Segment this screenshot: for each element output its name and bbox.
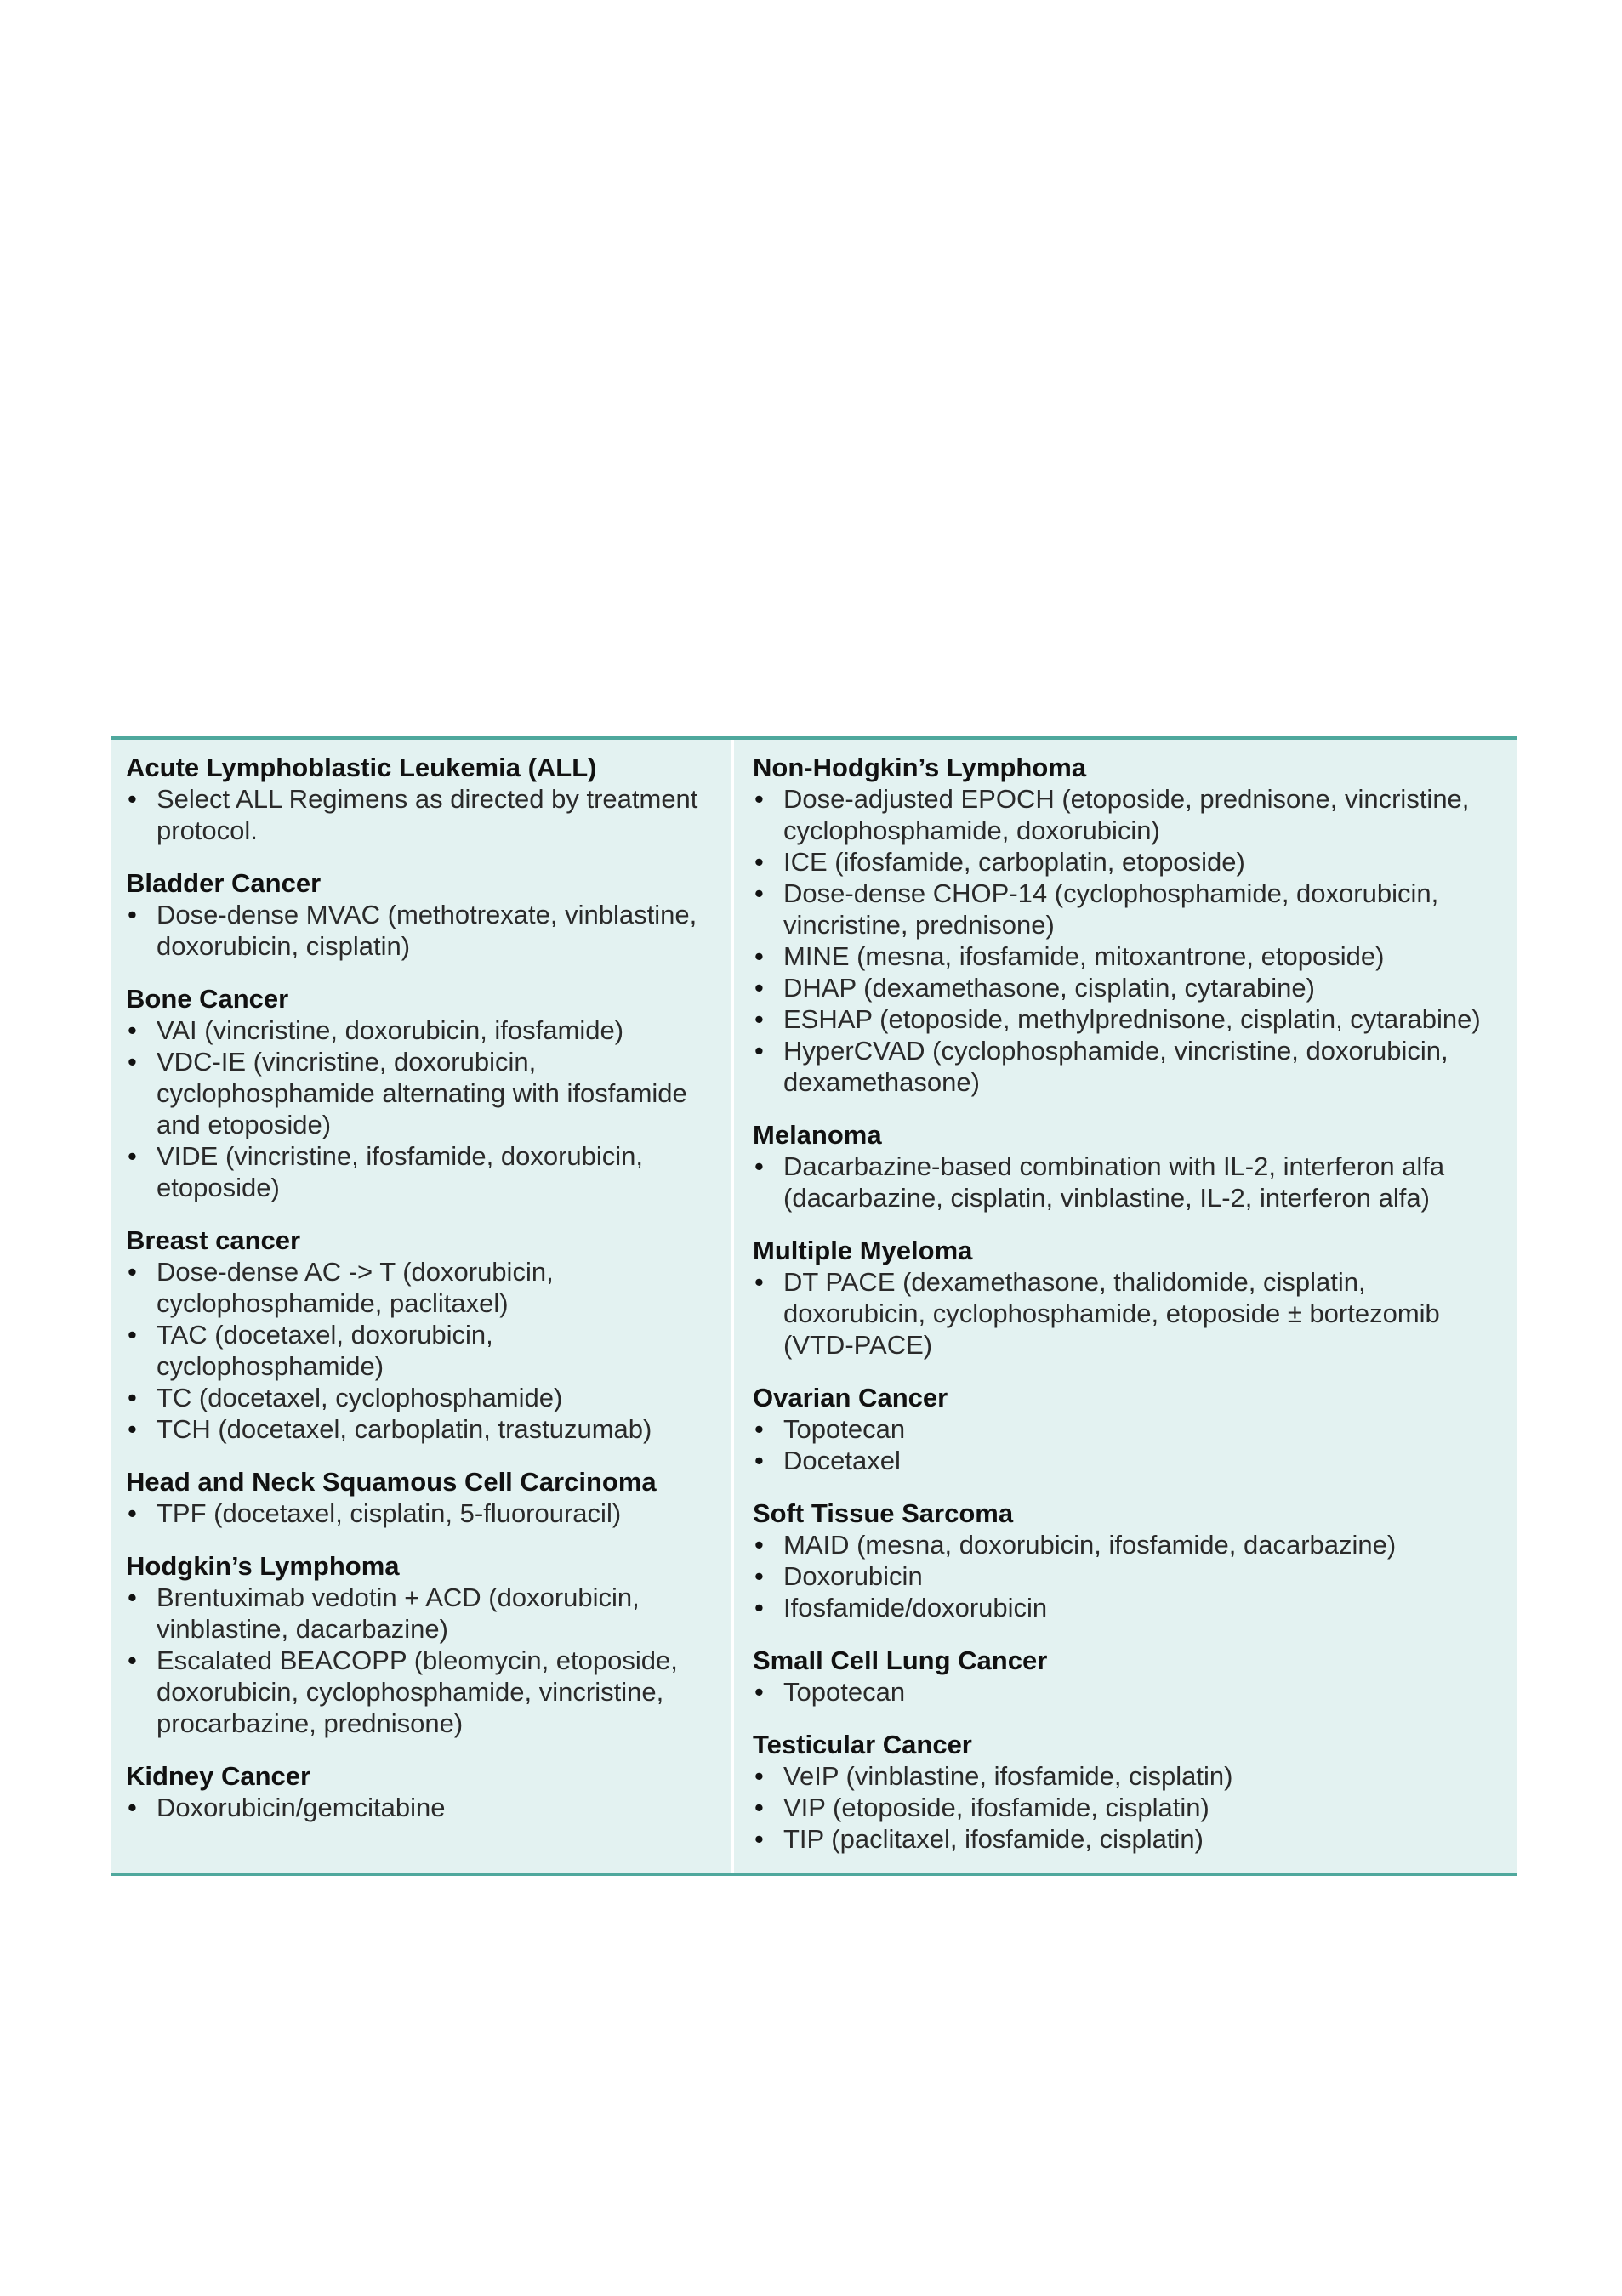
regimen-item: • ICE (ifosfamide, carboplatin, etoposide) (753, 846, 1501, 878)
section-title: Head and Neck Squamous Cell Carcinoma (126, 1467, 657, 1497)
regimen-list (126, 1792, 715, 1823)
section-title: Bone Cancer (126, 984, 289, 1014)
regimen-list (126, 1498, 715, 1529)
regimen-item: • MINE (mesna, ifosfamide, mitoxantrone, etoposide) (753, 941, 1501, 972)
regimen-item: • VAI (vincristine, doxorubicin, ifosfamide) (126, 1014, 715, 1046)
regimen-item: • Doxorubicin/gemcitabine (126, 1792, 715, 1823)
regimen-item: • Brentuximab vedotin + ACD (doxorubicin, vinblastine, dacarbazine) (126, 1582, 715, 1645)
section-multiple-myeloma (753, 1235, 1501, 1361)
regimen-list (753, 1529, 1501, 1623)
regimen-item: • VIDE (vincristine, ifosfamide, doxorubicin, etoposide) (126, 1140, 715, 1203)
regimen-table (111, 736, 1517, 1876)
regimen-item: • TCH (docetaxel, carboplatin, trastuzumab) (126, 1413, 715, 1445)
regimen-item: • VeIP (vinblastine, ifosfamide, cisplatin) (753, 1760, 1501, 1792)
regimen-list (126, 1014, 715, 1203)
section-title: Multiple Myeloma (753, 1236, 973, 1265)
section-head-and-neck (126, 1466, 715, 1529)
regimen-item: • Dose-dense MVAC (methotrexate, vinblastine, doxorubicin, cisplatin) (126, 899, 715, 962)
regimen-list (126, 783, 715, 846)
section-title: Soft Tissue Sarcoma (753, 1498, 1014, 1528)
section-melanoma (753, 1119, 1501, 1213)
regimen-item: • Docetaxel (753, 1445, 1501, 1476)
section-title: Breast cancer (126, 1225, 301, 1255)
section-small-cell-lung-cancer (753, 1645, 1501, 1708)
section-title: Bladder Cancer (126, 868, 322, 898)
section-title: Hodgkin’s Lymphoma (126, 1551, 400, 1581)
regimen-list (126, 1582, 715, 1739)
regimen-item: • TC (docetaxel, cyclophosphamide) (126, 1382, 715, 1413)
section-breast-cancer (126, 1225, 715, 1445)
section-title: Non-Hodgkin’s Lymphoma (753, 753, 1087, 782)
regimen-list (753, 783, 1501, 1098)
regimen-item: • VIP (etoposide, ifosfamide, cisplatin) (753, 1792, 1501, 1823)
section-testicular-cancer (753, 1729, 1501, 1855)
regimen-item: • Topotecan (753, 1676, 1501, 1708)
regimen-list (753, 1760, 1501, 1855)
regimen-list (126, 899, 715, 962)
section-soft-tissue-sarcoma (753, 1498, 1501, 1623)
regimen-item: • VDC-IE (vincristine, doxorubicin, cyclophosphamide alternating with ifosfamide and etoposide) (126, 1046, 715, 1140)
section-title: Small Cell Lung Cancer (753, 1645, 1048, 1675)
regimen-item: • Dacarbazine-based combination with IL-2, interferon alfa (dacarbazine, cisplatin, vinblastine, IL-2, interferon alfa) (753, 1151, 1501, 1213)
left-column (111, 740, 734, 1873)
regimen-item: • TAC (docetaxel, doxorubicin, cyclophosphamide) (126, 1319, 715, 1382)
regimen-item: • DHAP (dexamethasone, cisplatin, cytarabine) (753, 972, 1501, 1003)
section-bladder-cancer (126, 867, 715, 962)
section-title: Kidney Cancer (126, 1761, 311, 1791)
regimen-list (126, 1256, 715, 1445)
regimen-item: • TIP (paclitaxel, ifosfamide, cisplatin) (753, 1823, 1501, 1855)
regimen-item: • ESHAP (etoposide, methylprednisone, cisplatin, cytarabine) (753, 1003, 1501, 1035)
regimen-item: • Dose-adjusted EPOCH (etoposide, prednisone, vincristine, cyclophosphamide, doxorubicin) (753, 783, 1501, 846)
regimen-list (753, 1676, 1501, 1708)
section-bone-cancer (126, 983, 715, 1203)
section-title: Ovarian Cancer (753, 1383, 948, 1412)
section-hodgkins-lymphoma (126, 1550, 715, 1739)
right-column (734, 740, 1517, 1873)
section-title: Testicular Cancer (753, 1730, 972, 1759)
regimen-item: • Escalated BEACOPP (bleomycin, etoposide, doxorubicin, cyclophosphamide, vincristine, procarbazine, prednisone) (126, 1645, 715, 1739)
section-kidney-cancer (126, 1760, 715, 1823)
section-ovarian-cancer (753, 1382, 1501, 1476)
regimen-list (753, 1151, 1501, 1213)
section-title: Acute Lymphoblastic Leukemia (ALL) (126, 753, 597, 782)
regimen-item: • Select ALL Regimens as directed by treatment protocol. (126, 783, 715, 846)
regimen-item: • Ifosfamide/doxorubicin (753, 1592, 1501, 1623)
regimen-list (753, 1266, 1501, 1361)
regimen-item: • TPF (docetaxel, cisplatin, 5-fluorouracil) (126, 1498, 715, 1529)
regimen-item: • HyperCVAD (cyclophosphamide, vincristine, doxorubicin, dexamethasone) (753, 1035, 1501, 1098)
regimen-item: • MAID (mesna, doxorubicin, ifosfamide, dacarbazine) (753, 1529, 1501, 1560)
regimen-item: • DT PACE (dexamethasone, thalidomide, cisplatin, doxorubicin, cyclophosphamide, etoposide ± bortezomib (VTD-PACE) (753, 1266, 1501, 1361)
section-non-hodgkins-lymphoma (753, 752, 1501, 1098)
regimen-item: • Topotecan (753, 1413, 1501, 1445)
section-title: Melanoma (753, 1120, 882, 1150)
regimen-item: • Dose-dense AC -> T (doxorubicin, cyclophosphamide, paclitaxel) (126, 1256, 715, 1319)
section-all (126, 752, 715, 846)
regimen-list (753, 1413, 1501, 1476)
regimen-item: • Dose-dense CHOP-14 (cyclophosphamide, doxorubicin, vincristine, prednisone) (753, 878, 1501, 941)
regimen-item: • Doxorubicin (753, 1560, 1501, 1592)
